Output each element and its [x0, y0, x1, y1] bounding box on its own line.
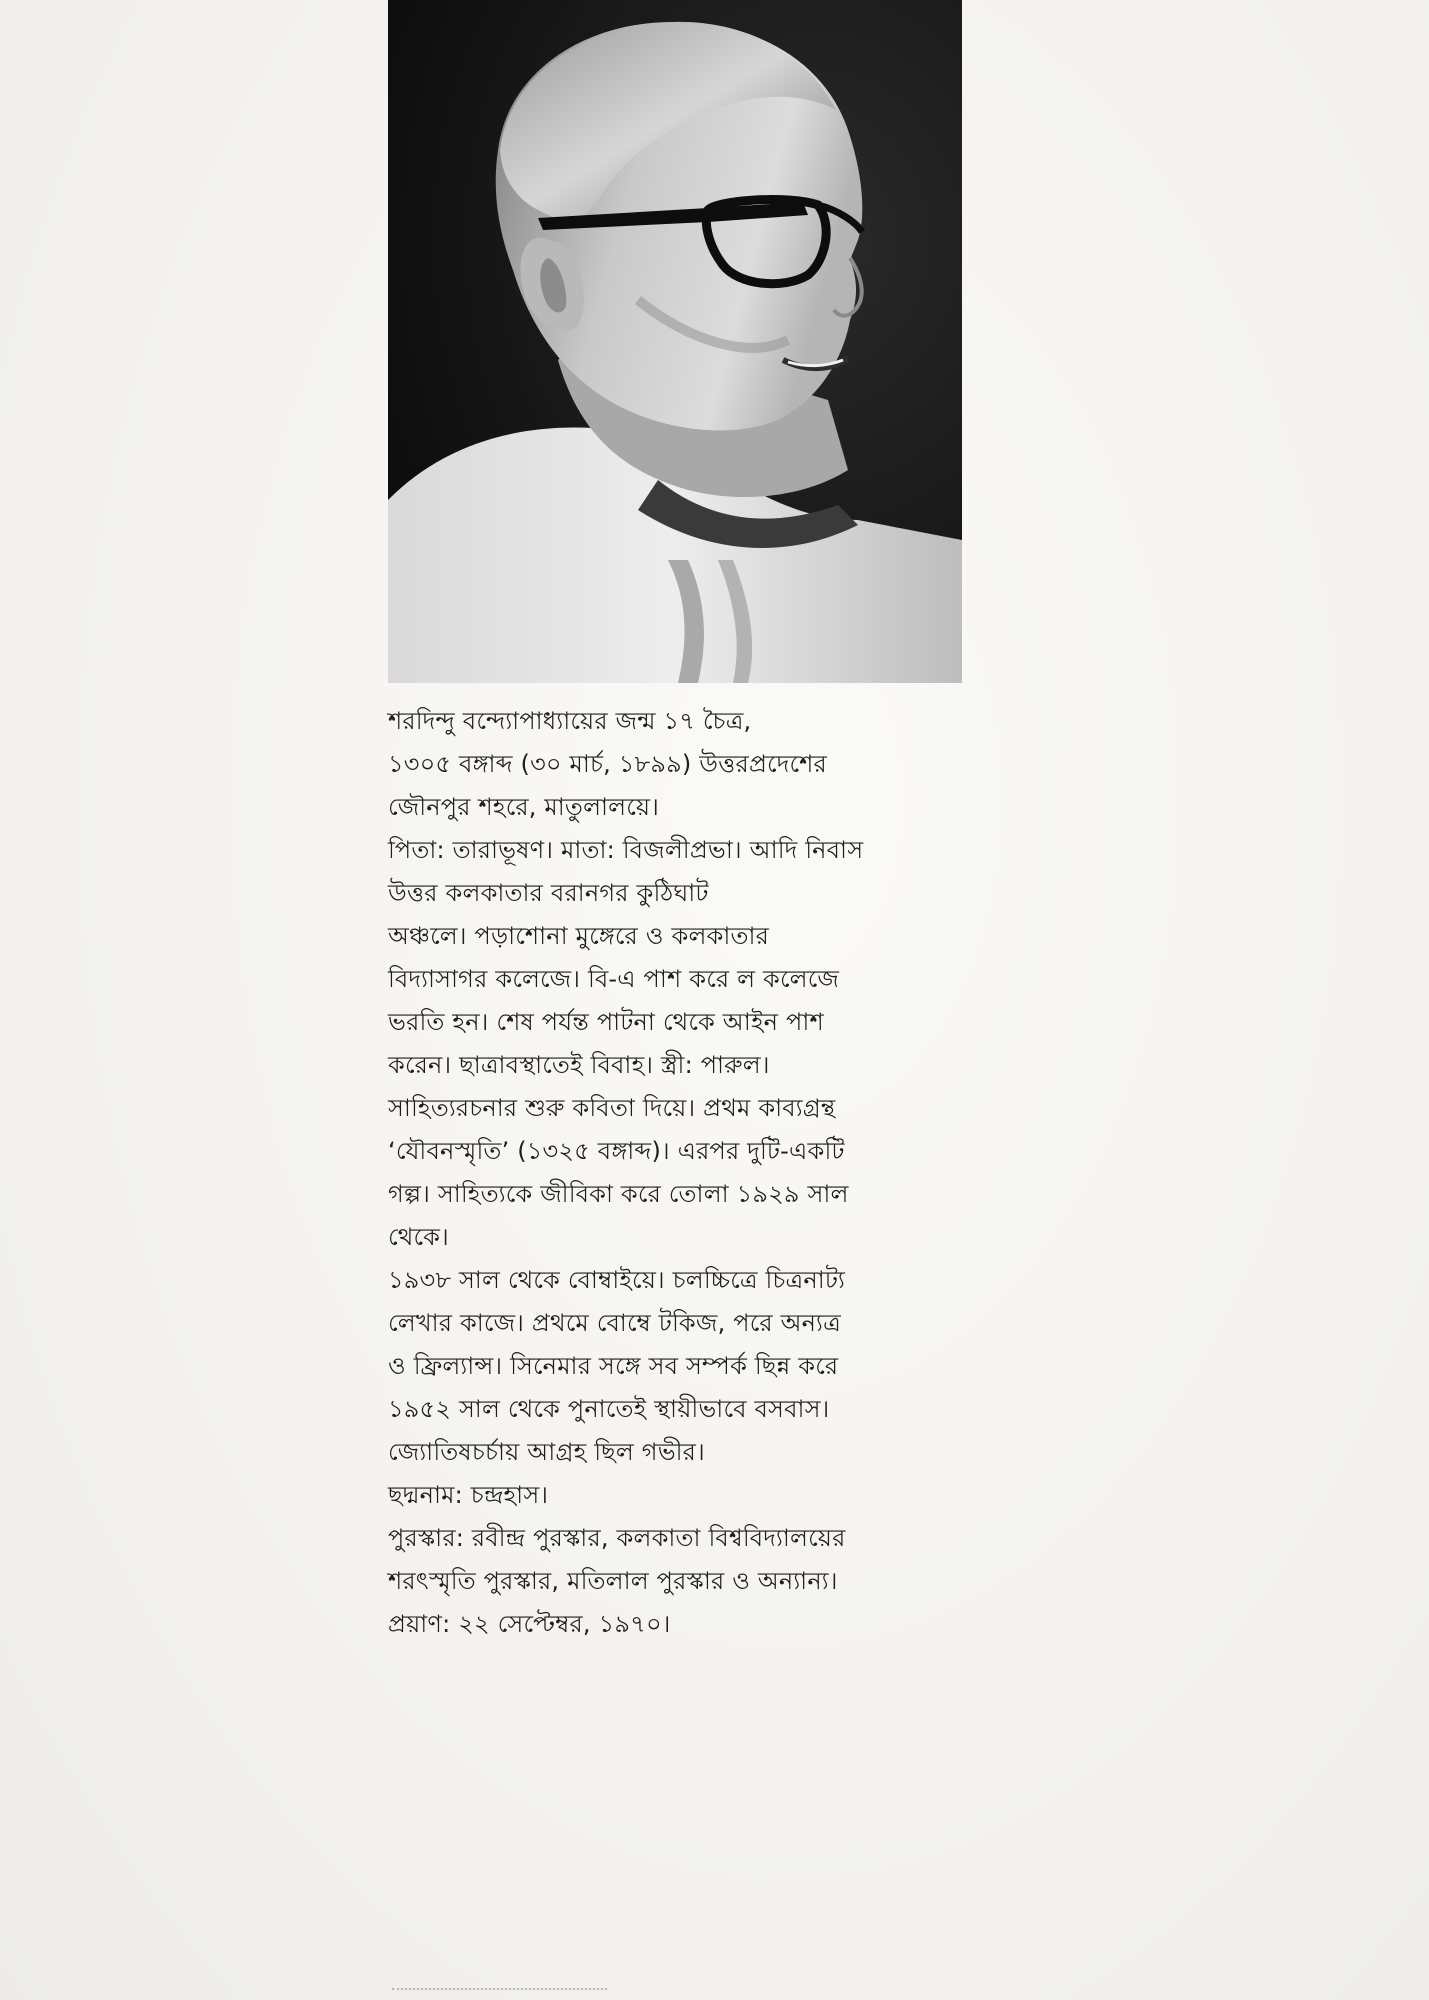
- bio-line: জ্যোতিষচর্চায় আগ্রহ ছিল গভীর।: [388, 1438, 705, 1466]
- bio-line: শরদিন্দু বন্দ্যোপাধ্যায়ের জন্ম ১৭ চৈত্র,: [388, 707, 752, 735]
- bio-line: লেখার কাজে। প্রথমে বোম্বে টকিজ, পরে অন্যত্র: [388, 1309, 841, 1337]
- bio-line: ও ফ্রিল্যান্স। সিনেমার সঙ্গে সব সম্পর্ক ছিন্ন করে: [388, 1352, 839, 1380]
- bio-line: ভরতি হন। শেষ পর্যন্ত পাটনা থেকে আইন পাশ: [388, 1008, 824, 1036]
- bio-line: প্রয়াণ: ২২ সেপ্টেম্বর, ১৯৭০।: [388, 1610, 671, 1638]
- bio-line: ১৯৫২ সাল থেকে পুনাতেই স্থায়ীভাবে বসবাস।: [388, 1395, 830, 1423]
- author-biography: [388, 700, 1028, 1646]
- author-portrait: [388, 0, 962, 683]
- bio-line: গল্প। সাহিত্যকে জীবিকা করে তোলা ১৯২৯ সাল: [388, 1180, 849, 1208]
- bio-line: করেন। ছাত্রাবস্থাতেই বিবাহ। স্ত্রী: পারুল।: [388, 1051, 770, 1079]
- bio-line: ১৩০৫ বঙ্গাব্দ (৩০ মার্চ, ১৮৯৯) উত্তরপ্রদেশের: [388, 750, 827, 778]
- bio-line: জৌনপুর শহরে, মাতুলালয়ে।: [388, 793, 660, 821]
- bio-line: পিতা: তারাভূষণ। মাতা: বিজলীপ্রভা। আদি নিবাস: [388, 836, 864, 864]
- bio-line: ১৯৩৮ সাল থেকে বোম্বাইয়ে। চলচ্চিত্রে চিত্রনাট্য: [388, 1266, 846, 1294]
- bio-line: উত্তর কলকাতার বরানগর কুঠিঘাট: [388, 879, 709, 907]
- bio-line: ছদ্মনাম: চন্দ্রহাস।: [388, 1481, 549, 1509]
- footer-dotted-rule: [392, 1988, 607, 1990]
- bio-line: থেকে।: [388, 1223, 449, 1251]
- bio-line: বিদ্যাসাগর কলেজে। বি-এ পাশ করে ল কলেজে: [388, 965, 840, 993]
- bio-line: শরৎস্মৃতি পুরস্কার, মতিলাল পুরস্কার ও অন্যান্য।: [388, 1567, 838, 1595]
- bio-line: অঞ্চলে। পড়াশোনা মুঙ্গেরে ও কলকাতার: [388, 922, 770, 950]
- bio-line: ‘যৌবনস্মৃতি’ (১৩২৫ বঙ্গাব্দ)। এরপর দুটি-একটি: [388, 1137, 845, 1165]
- bio-line: পুরস্কার: রবীন্দ্র পুরস্কার, কলকাতা বিশ্ববিদ্যালয়ের: [388, 1524, 846, 1552]
- bio-line: সাহিত্যরচনার শুরু কবিতা দিয়ে। প্রথম কাব্যগ্রন্থ: [388, 1094, 836, 1122]
